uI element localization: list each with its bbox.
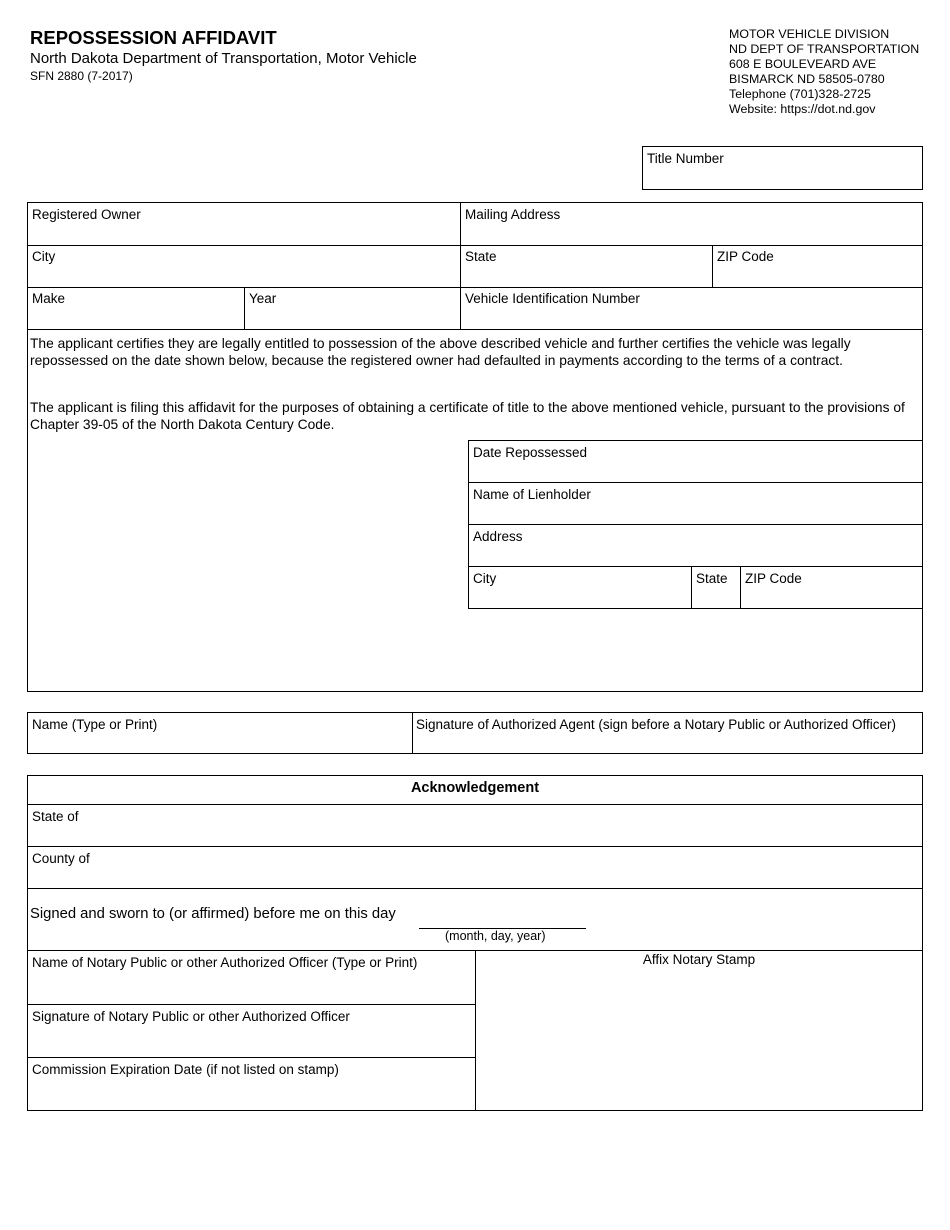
acknowledgement-section <box>27 775 923 1111</box>
commission-expiration-label: Commission Expiration Date (if not listed on stamp) <box>32 1062 339 1077</box>
acknowledgement-title: Acknowledgement <box>410 780 540 796</box>
form-subtitle: North Dakota Department of Transportation, Motor Vehicle <box>30 50 417 67</box>
owner-city-label: City <box>32 249 56 264</box>
lienholder-address-field[interactable] <box>469 525 922 566</box>
lienholder-section <box>468 440 923 609</box>
notary-signature-field[interactable] <box>28 1005 475 1057</box>
notary-name-label: Name of Notary Public or other Authorized Officer (Type or Print) <box>32 955 418 970</box>
form-number: SFN 2880 (7-2017) <box>30 69 133 83</box>
certification-paragraph-1: The applicant certifies they are legally entitled to possession of the above described vehicle and further certifies the vehicle was legally repossessed on the date shown below, because the registered owner had defaulted in payments according to the terms of a contract. <box>30 336 851 368</box>
agency-line: Telephone (701)328-2725 <box>729 87 871 101</box>
agent-name-field[interactable] <box>28 713 412 753</box>
notary-stamp-area[interactable] <box>476 951 922 1110</box>
make-field[interactable] <box>28 287 244 329</box>
lienholder-name-field[interactable] <box>469 483 922 524</box>
state-of-label: State of <box>32 809 79 824</box>
sworn-date-field[interactable] <box>419 912 586 929</box>
registered-owner-label: Registered Owner <box>32 207 141 222</box>
make-label: Make <box>32 291 66 306</box>
lienholder-state-label: State <box>696 571 728 586</box>
agency-line: Website: https://dot.nd.gov <box>729 102 876 116</box>
date-format-hint: (month, day, year) <box>445 929 546 943</box>
agent-name-label: Name (Type or Print) <box>32 717 158 732</box>
vehicle-section <box>27 202 923 692</box>
lienholder-zip-label: ZIP Code <box>745 571 802 586</box>
lienholder-address-label: Address <box>473 529 523 544</box>
notary-stamp-label: Affix Notary Stamp <box>642 952 756 967</box>
notary-name-field[interactable] <box>28 951 475 1004</box>
vin-field[interactable] <box>461 287 922 329</box>
owner-zip-field[interactable] <box>713 245 922 287</box>
agent-section <box>27 712 923 754</box>
mailing-address-field[interactable] <box>461 203 922 245</box>
county-of-field[interactable] <box>28 847 922 888</box>
agency-line: 608 E BOULEVEARD AVE <box>729 57 877 71</box>
notary-signature-label: Signature of Notary Public or other Authorized Officer <box>32 1009 350 1024</box>
agent-signature-field[interactable] <box>413 713 922 753</box>
registered-owner-field[interactable] <box>28 203 460 245</box>
owner-city-field[interactable] <box>28 245 460 287</box>
mailing-address-label: Mailing Address <box>465 207 561 222</box>
owner-zip-label: ZIP Code <box>717 249 774 264</box>
lienholder-city-field[interactable] <box>469 567 691 608</box>
title-number-field[interactable] <box>642 146 923 190</box>
owner-state-field[interactable] <box>461 245 712 287</box>
county-of-label: County of <box>32 851 90 866</box>
date-repossessed-field[interactable] <box>469 441 922 482</box>
certification-paragraph-2: The applicant is filing this affidavit for the purposes of obtaining a certificate of title to the above mentioned vehicle, pursuant to the provisions of Chapter 39-05 of the North Dakota Century Code. <box>30 400 905 432</box>
title-number-label: Title Number <box>647 151 724 166</box>
year-label: Year <box>249 291 277 306</box>
lienholder-zip-field[interactable] <box>741 567 922 608</box>
agency-line: ND DEPT OF TRANSPORTATION <box>729 42 920 56</box>
sworn-statement: Signed and sworn to (or affirmed) before me on this day <box>30 906 396 922</box>
date-repossessed-label: Date Repossessed <box>473 445 588 460</box>
lienholder-name-label: Name of Lienholder <box>473 487 591 502</box>
vin-label: Vehicle Identification Number <box>465 291 640 306</box>
agency-line: MOTOR VEHICLE DIVISION <box>729 27 890 41</box>
lienholder-state-field[interactable] <box>692 567 740 608</box>
agency-line: BISMARCK ND 58505-0780 <box>729 72 885 86</box>
form-title: REPOSSESSION AFFIDAVIT <box>30 27 277 48</box>
agent-signature-label: Signature of Authorized Agent (sign before a Notary Public or Authorized Officer) <box>416 717 897 732</box>
lienholder-city-label: City <box>473 571 497 586</box>
agency-address-block <box>729 27 919 117</box>
year-field[interactable] <box>245 287 460 329</box>
commission-expiration-field[interactable] <box>28 1058 475 1110</box>
state-of-field[interactable] <box>28 805 922 846</box>
owner-state-label: State <box>465 249 497 264</box>
